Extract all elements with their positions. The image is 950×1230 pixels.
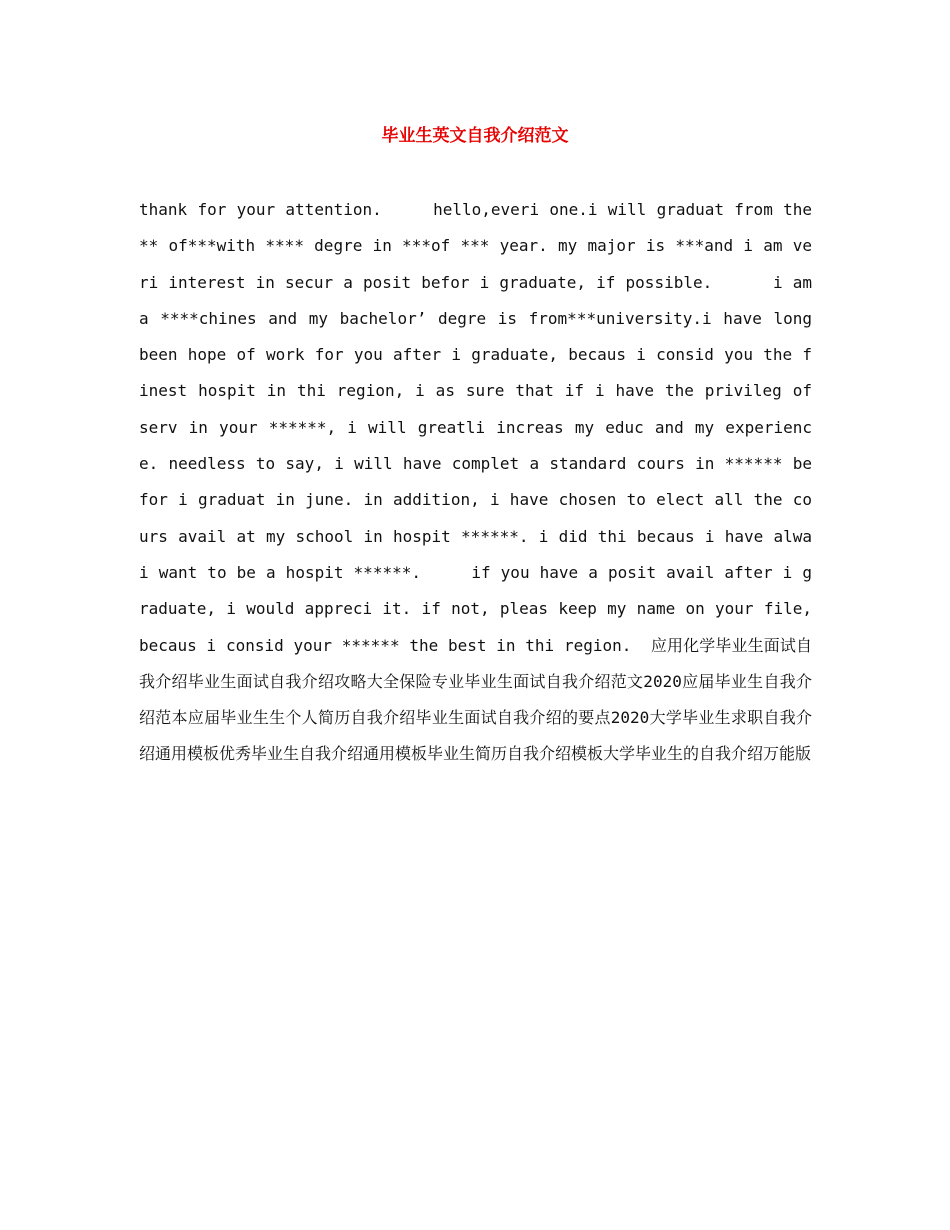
document-title: 毕业生英文自我介绍范文 (381, 126, 569, 146)
document-body-text: thank for your attention. hello,everi one.i will graduat from the ** of***with **** degre in ***of *** year. my major is ***and i am veri interest in secur a posit befor i graduate, if possible. i am a ****chines and my bachelor’ degre is from***university.i have long been hope of work for you after i graduate, becaus i consid you the finest hospit in thi region, i as sure that if i have the privileg of serv in your ******, i will greatli increas my educ and my experience. needless to say, i will have complet a standard cours in ****** befor i graduat in june. in addition, i have chosen to elect all the cours avail at my school in hospit ******. i did thi becaus i have alwai want to be a hospit ******. if you have a posit avail after i graduate, i would appreci it. if not, pleas keep my name on your file, becaus i consid your ****** the best in thi region. 应用化学毕业生面试自我介绍毕业生面试自我介绍攻略大全保险专业毕业生面试自我介绍范文2020应届毕业生自我介绍范本应届毕业生生个人简历自我介绍毕业生面试自我介绍的要点2020大学毕业生求职自我介绍通用模板优秀毕业生自我介绍通用模板毕业生简历自我介绍模板大学毕业生的自我介绍万能版 (139, 200, 822, 764)
